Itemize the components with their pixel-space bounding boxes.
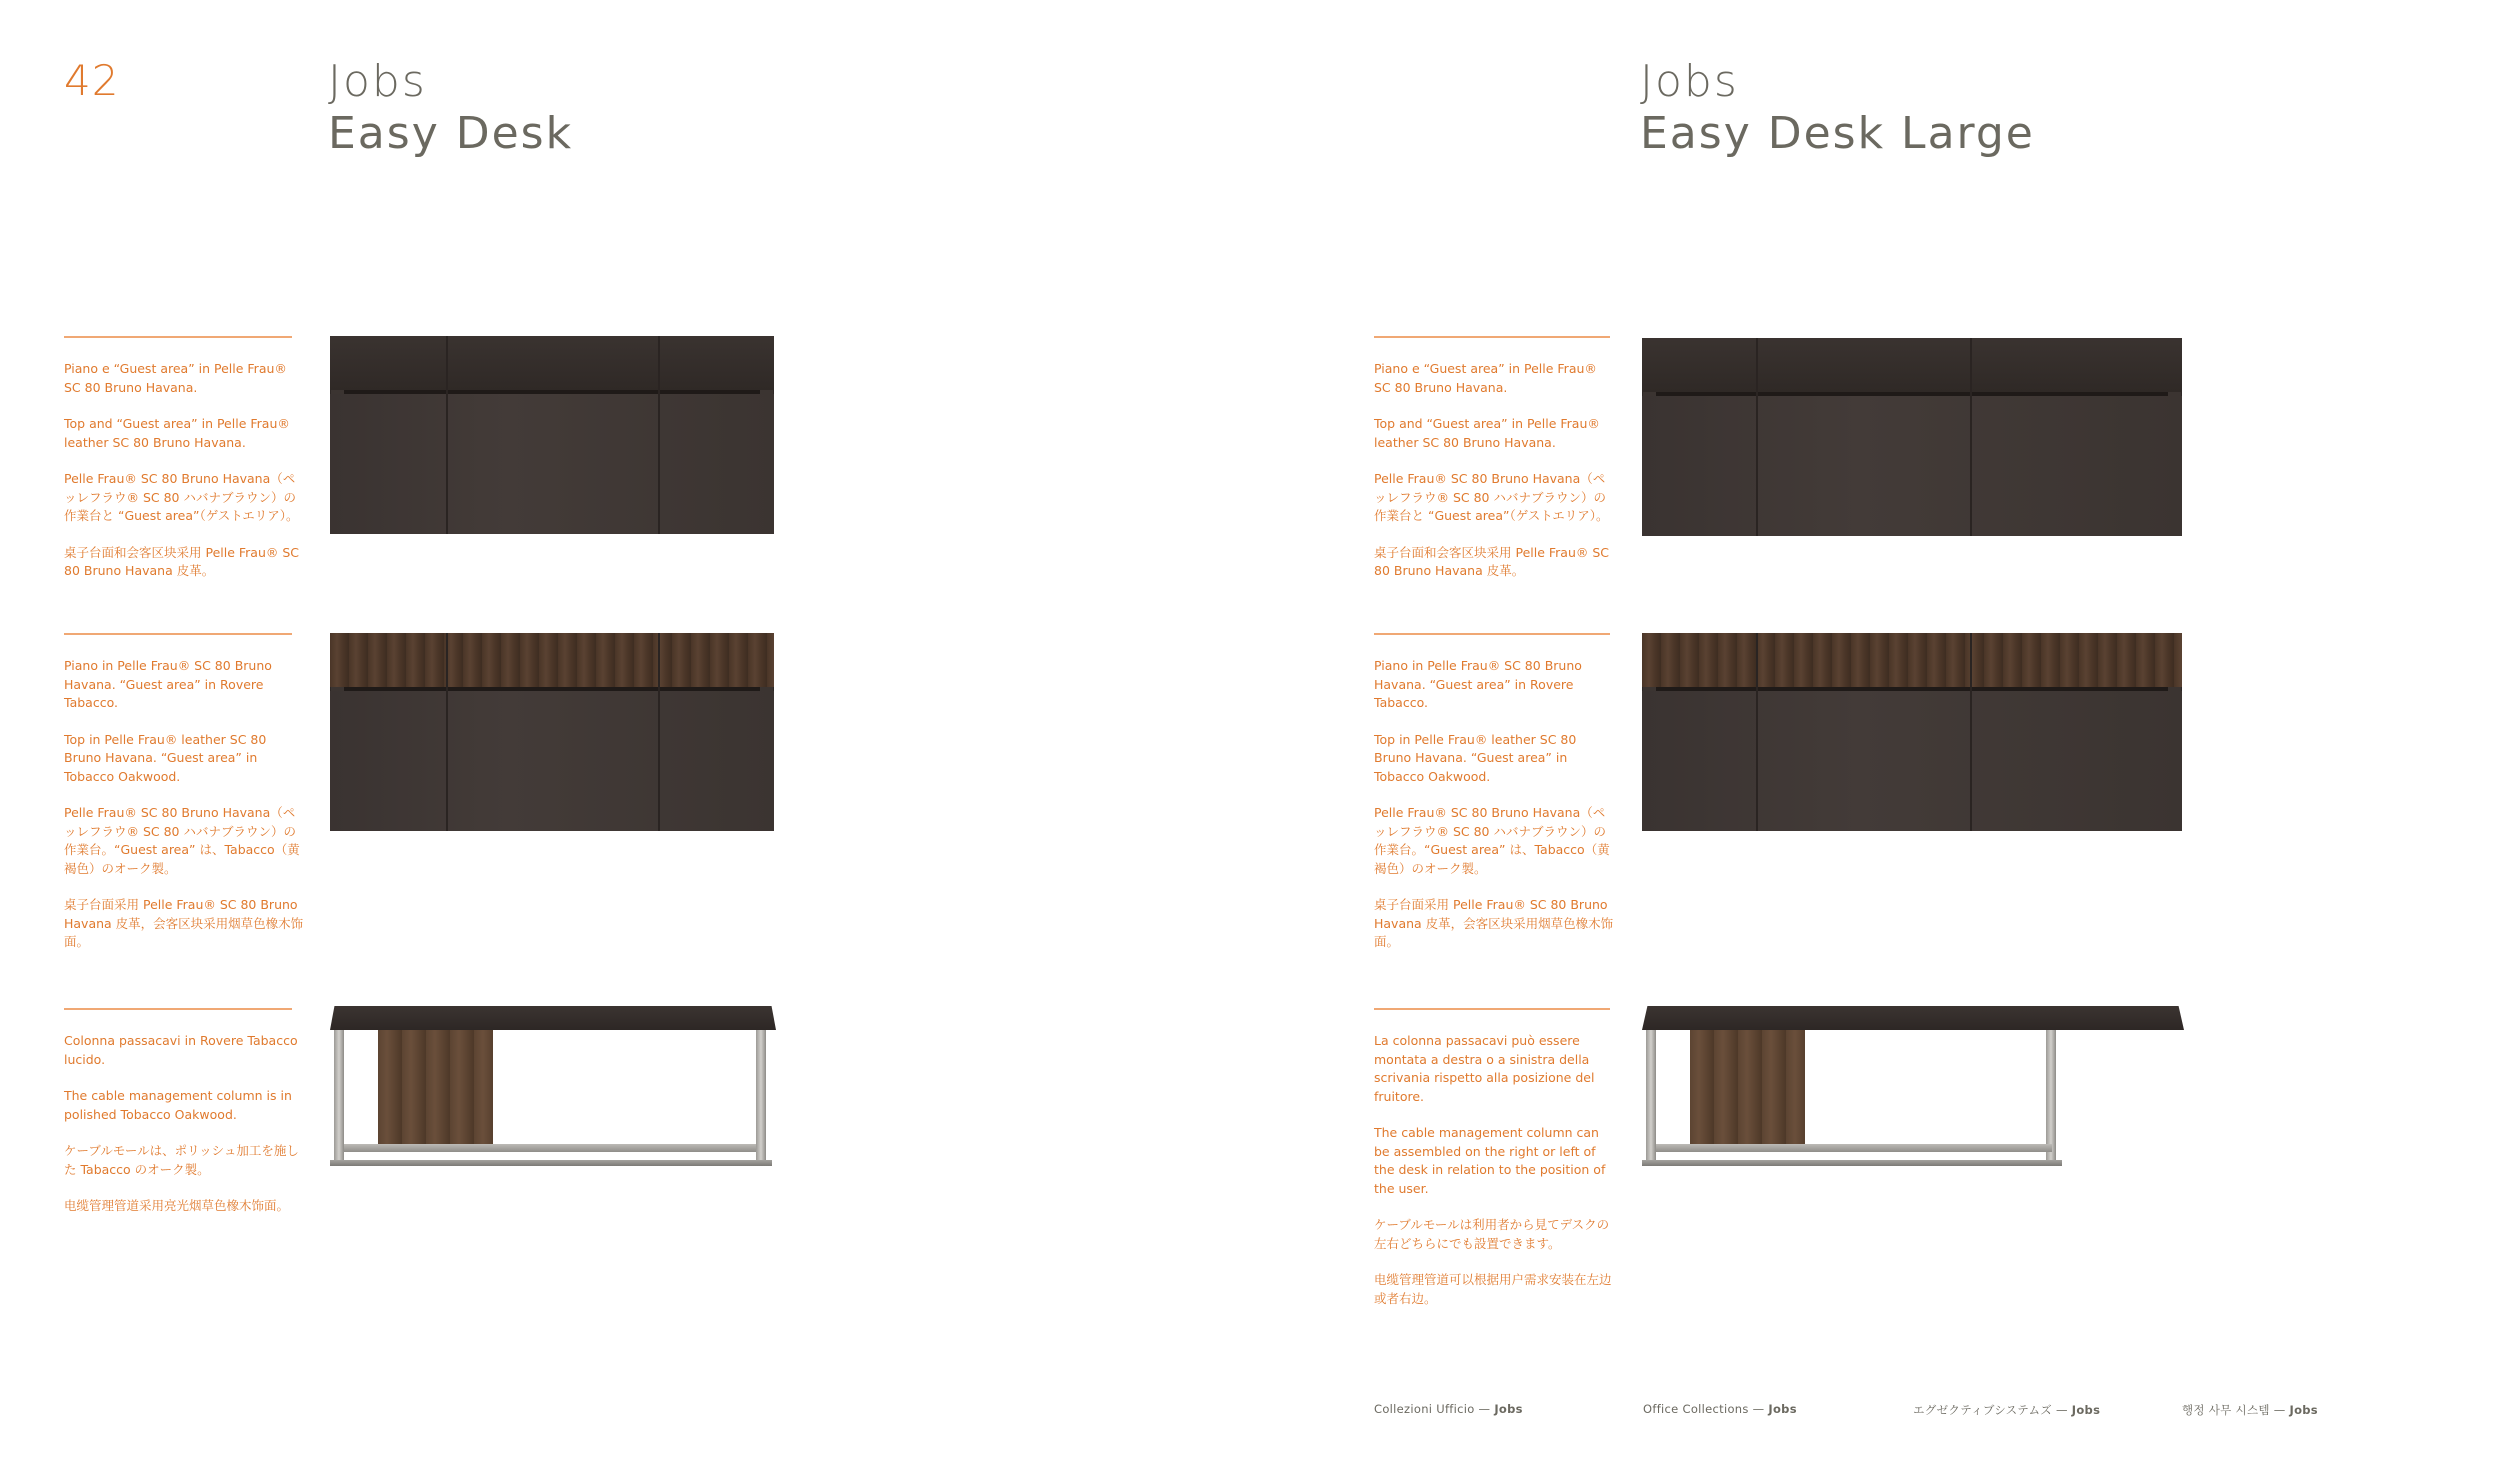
divider-rule xyxy=(1374,1008,1610,1010)
footer-label: エグゼクティブシステムズ — xyxy=(1913,1403,2072,1417)
caption-en: Top in Pelle Frau® leather SC 80 Bruno Havana. “Guest area” in Tobacco Oakwood. xyxy=(64,731,267,784)
caption-it: Piano e “Guest area” in Pelle Frau® SC 80 Bruno Havana. xyxy=(1374,361,1597,395)
desk-image-leather-front xyxy=(330,336,774,534)
footer-en xyxy=(1643,1402,1797,1416)
caption-it: Piano in Pelle Frau® SC 80 Bruno Havana. “Guest area” in Rovere Tabacco. xyxy=(1374,658,1582,710)
caption-block xyxy=(64,657,304,952)
caption-it: Piano e “Guest area” in Pelle Frau® SC 80 Bruno Havana. xyxy=(64,361,287,395)
caption-zh: 桌子台面采用 Pelle Frau® SC 80 Bruno Havana 皮革，会客区块采用烟草色橡木饰面。 xyxy=(1374,897,1614,949)
caption-ja: ケーブルモールは、ポリッシュ加工を施した Tabacco のオーク製。 xyxy=(64,1143,299,1177)
divider-rule xyxy=(1374,633,1610,635)
caption-en: Top in Pelle Frau® leather SC 80 Bruno Havana. “Guest area” in Tobacco Oakwood. xyxy=(1374,731,1577,784)
divider-rule xyxy=(64,1008,292,1010)
caption-it: La colonna passacavi può essere montata a destra o a sinistra della scrivania rispetto alla posizione del fruitore. xyxy=(1374,1033,1595,1104)
caption-en: Top and “Guest area” in Pelle Frau® leather SC 80 Bruno Havana. xyxy=(1374,416,1600,450)
divider-rule xyxy=(1374,336,1610,338)
footer-it xyxy=(1374,1402,1523,1416)
caption-block xyxy=(64,1032,304,1216)
footer-label: 행정 사무 시스템 — xyxy=(2182,1403,2290,1417)
caption-zh: 电缆管理管道采用亮光烟草色橡木饰面。 xyxy=(64,1198,290,1213)
footer-ko xyxy=(2182,1402,2318,1418)
title-easy-desk-large xyxy=(1640,56,2035,160)
title-line2: Easy Desk Large xyxy=(1640,108,2035,159)
title-line1: Jobs xyxy=(328,56,427,107)
footer-label: Collezioni Ufficio — xyxy=(1374,1402,1495,1416)
caption-block xyxy=(1374,360,1614,581)
footer-label: Office Collections — xyxy=(1643,1402,1769,1416)
footer-brand: Jobs xyxy=(1768,1402,1797,1416)
title-line2: Easy Desk xyxy=(328,108,574,159)
desk-large-image-wood-front xyxy=(1642,633,2182,831)
caption-zh: 桌子台面采用 Pelle Frau® SC 80 Bruno Havana 皮革，会客区块采用烟草色橡木饰面。 xyxy=(64,897,304,949)
footer-brand: Jobs xyxy=(2289,1403,2318,1417)
caption-block xyxy=(1374,657,1614,952)
caption-zh: 桌子台面和会客区块采用 Pelle Frau® SC 80 Bruno Havana 皮革。 xyxy=(1374,544,1610,578)
caption-ja: Pelle Frau® SC 80 Bruno Havana（ペッレフラウ® SC 80 ハバナブラウン）の作業台と “Guest area”（ゲストエリア）。 xyxy=(1374,471,1609,523)
desk-image-side xyxy=(330,1006,776,1166)
footer-ja xyxy=(1913,1402,2100,1418)
caption-ja: Pelle Frau® SC 80 Bruno Havana（ペッレフラウ® SC 80 ハバナブラウン）の作業台。“Guest area” は、Tabacco（黄褐色）のオーク製。 xyxy=(1374,805,1610,876)
footer-brand: Jobs xyxy=(2071,1403,2101,1417)
caption-ja: ケーブルモールは利用者から見てデスクの左右どちらにでも設置できます。 xyxy=(1374,1217,1610,1251)
caption-it: Piano in Pelle Frau® SC 80 Bruno Havana. “Guest area” in Rovere Tabacco. xyxy=(64,658,272,710)
divider-rule xyxy=(64,633,292,635)
caption-it: Colonna passacavi in Rovere Tabacco lucido. xyxy=(64,1033,298,1067)
caption-en: The cable management column can be assembled on the right or left of the desk in relation to the position of the user. xyxy=(1374,1125,1606,1196)
caption-block xyxy=(64,360,304,581)
title-line1: Jobs xyxy=(1640,56,1739,107)
footer-brand: Jobs xyxy=(1494,1402,1523,1416)
page-number: 42 xyxy=(64,56,120,105)
title-easy-desk xyxy=(328,56,573,160)
caption-ja: Pelle Frau® SC 80 Bruno Havana（ペッレフラウ® SC 80 ハバナブラウン）の作業台。“Guest area” は、Tabacco（黄褐色）のオーク製。 xyxy=(64,805,300,876)
desk-large-image-side xyxy=(1642,1006,2184,1166)
caption-block xyxy=(1374,1032,1614,1308)
desk-image-wood-front xyxy=(330,633,774,831)
divider-rule xyxy=(64,336,292,338)
caption-en: The cable management column is in polished Tobacco Oakwood. xyxy=(64,1088,292,1122)
caption-zh: 电缆管理管道可以根据用户需求安装在左边或者右边。 xyxy=(1374,1272,1612,1306)
caption-en: Top and “Guest area” in Pelle Frau® leather SC 80 Bruno Havana. xyxy=(64,416,290,450)
caption-ja: Pelle Frau® SC 80 Bruno Havana（ペッレフラウ® SC 80 ハバナブラウン）の作業台と “Guest area”（ゲストエリア）。 xyxy=(64,471,299,523)
caption-zh: 桌子台面和会客区块采用 Pelle Frau® SC 80 Bruno Havana 皮革。 xyxy=(64,544,300,578)
desk-large-image-leather-front xyxy=(1642,338,2182,536)
